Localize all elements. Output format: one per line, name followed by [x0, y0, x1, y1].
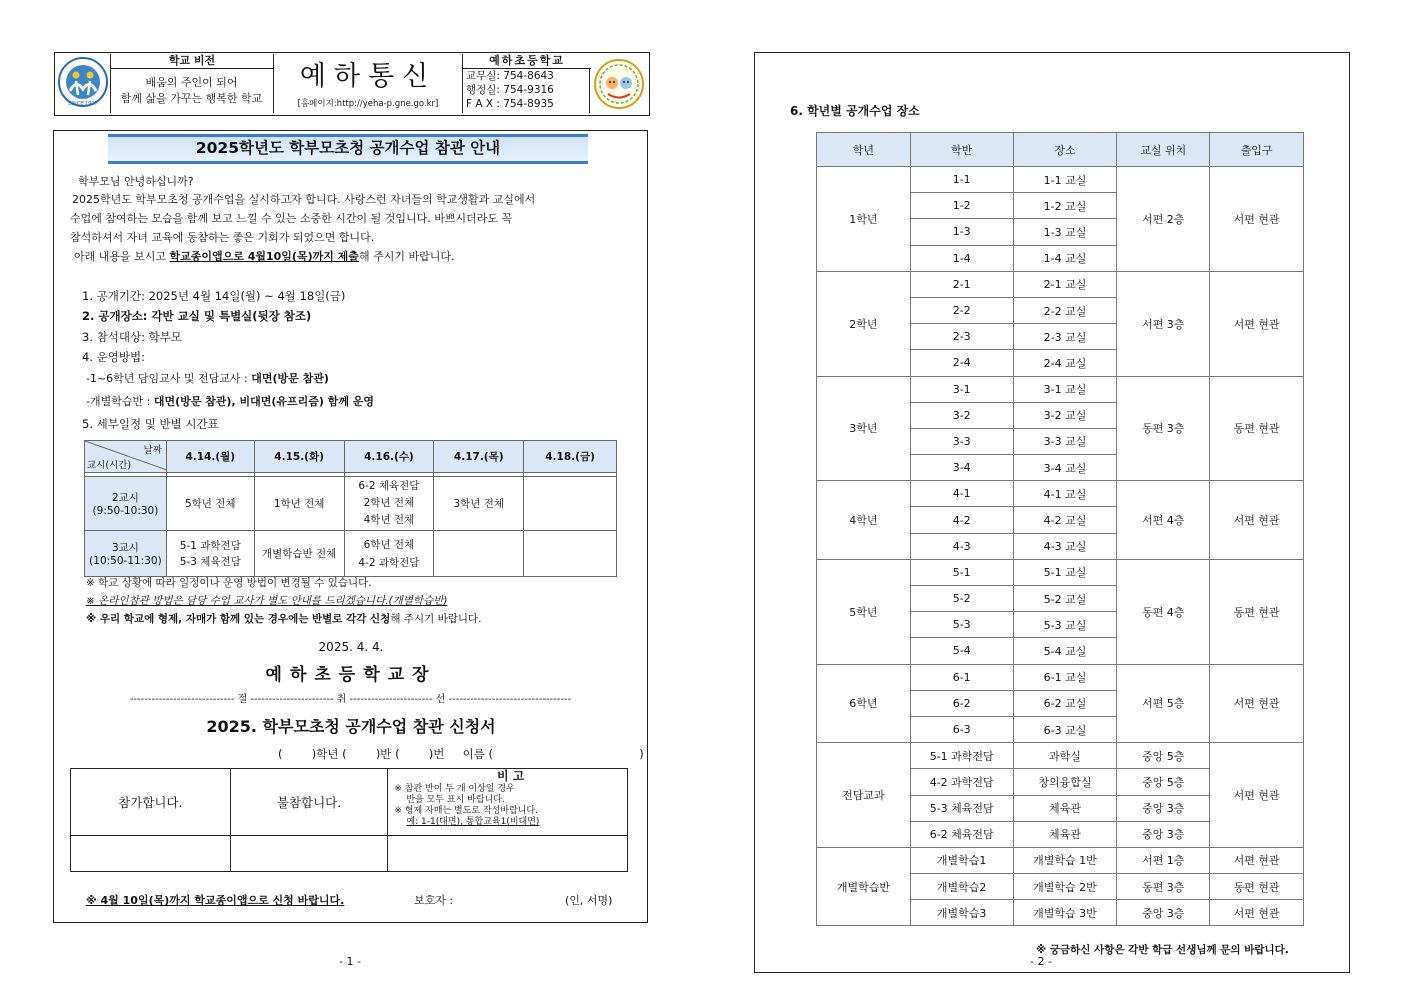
floor-cell: 서편 1층: [1117, 847, 1210, 873]
school-logo: [56, 55, 110, 113]
room-cell: 3-4 교실: [1013, 455, 1117, 481]
room-cell: 6-3 교실: [1013, 716, 1117, 742]
class-cell: 5-4: [910, 638, 1013, 664]
form-student-fields[interactable]: ( )학년 ( )반 ( )번 이름 ( ): [278, 747, 644, 761]
floor-cell: 동편 3층: [1117, 376, 1210, 481]
remark-line: ※ 참관 반이 두 개 이상일 경우: [394, 784, 515, 794]
grade-cell: 4학년: [817, 481, 911, 560]
room-cell: 5-1 교실: [1013, 559, 1117, 585]
location-row: [817, 743, 1304, 769]
entrance-cell: 서편 현관: [1210, 743, 1304, 848]
note-siblings: [86, 610, 482, 629]
entrance-cell: 동편 현관: [1210, 559, 1304, 664]
item-method-homeroom: [86, 370, 329, 389]
issue-date: 2025. 4. 4.: [318, 640, 384, 654]
schedule-cell: [254, 531, 344, 577]
corner-period-label: 교시(시간): [87, 460, 132, 471]
room-cell: 5-4 교실: [1013, 638, 1117, 664]
class-cell: 4-3: [910, 533, 1013, 559]
item-schedule: 5. 세부일정 및 반별 시간표: [82, 417, 219, 431]
grade-cell: 1학년: [817, 167, 911, 272]
class-entry: 6학년 전체: [363, 538, 415, 551]
room-cell: 3-2 교실: [1013, 402, 1117, 428]
method-value: 대면(방문 참관), 비대면(유프리즘) 함께 운영: [153, 395, 375, 408]
room-cell: 1-1 교실: [1013, 167, 1117, 193]
class-entry: 6-2 체육전담: [358, 480, 420, 492]
note-siblings-emphasis: 반별로 각각 신청: [312, 613, 391, 625]
schedule-table: [84, 440, 617, 577]
floor-cell: 중앙 3층: [1117, 900, 1210, 926]
class-cell: 2-4: [910, 350, 1013, 376]
entrance-cell: 서편 현관: [1210, 271, 1304, 376]
class-cell: 1-3: [910, 219, 1013, 245]
class-cell: 개별학습2: [910, 874, 1013, 900]
location-row: [817, 376, 1304, 402]
grade-cell: 3학년: [817, 376, 911, 481]
class-cell: 3-4: [910, 455, 1013, 481]
method-label: -1~6학년 담임교사 및 전담교사 :: [86, 372, 252, 385]
class-entry: 3학년 전체: [453, 498, 505, 510]
item-target: 3. 참석대상: 학부모: [82, 330, 182, 344]
class-cell: 6-1: [910, 664, 1013, 690]
class-cell: 1-4: [910, 245, 1013, 271]
guardian-label: 보호자 :: [414, 894, 454, 907]
vision-heading: 학교 비전: [110, 54, 273, 69]
class-entry: 2학년 전체: [363, 497, 415, 509]
class-cell: 1-1: [910, 167, 1013, 193]
newsletter-title: 예하통신: [273, 54, 462, 98]
class-cell: 2-2: [910, 297, 1013, 323]
note-siblings-post: 해 주시기 바랍니다.: [390, 613, 482, 625]
inquiry-note: ※ 궁금하신 사항은 각반 학급 선생님께 문의 바랍니다.: [1036, 944, 1289, 956]
method-label: -개별학습반 :: [86, 395, 154, 408]
phone-line: F A X : 754-8935: [466, 98, 554, 110]
location-header-row: [817, 133, 1304, 167]
column-header: 교실 위치: [1117, 133, 1210, 167]
class-cell: 2-3: [910, 324, 1013, 350]
location-heading: 6. 학년별 공개수업 장소: [790, 104, 920, 118]
date-header: 4.15.(화): [254, 441, 344, 473]
school-name: 예하초등학교: [462, 54, 591, 69]
grade-cell: 개별학습반: [817, 847, 911, 926]
schedule-corner-cell: [85, 441, 167, 473]
class-entry: 개별학습반 전체: [261, 548, 337, 560]
schedule-header-row: [85, 441, 617, 473]
column-header: 장소: [1013, 133, 1117, 167]
schedule-cell: [344, 477, 434, 531]
period-time: (10:50-11:30): [89, 555, 162, 567]
date-header: 4.16.(수): [344, 441, 434, 473]
intro-line: 참석하셔서 자녀 교육에 동참하는 좋은 기회가 되었으면 합니다.: [70, 231, 375, 244]
schedule-row: [85, 531, 617, 577]
attend-check-cell[interactable]: [71, 836, 231, 872]
column-header: 출입구: [1210, 133, 1304, 167]
phone-line: 교무실: 754-8643: [466, 70, 554, 82]
class-entry: 5-3 체육전담: [179, 555, 241, 568]
grade-cell: 6학년: [817, 664, 911, 743]
room-cell: 6-2 교실: [1013, 690, 1117, 716]
room-cell: 2-3 교실: [1013, 324, 1117, 350]
vision-line: 배움의 주인이 되어: [145, 76, 238, 89]
remark-line: 예: 1-1(대면), 통합교육1(비대면): [406, 817, 540, 827]
location-table: [816, 132, 1304, 926]
period-time: (9:50-10:30): [92, 505, 159, 517]
room-cell: 과학실: [1013, 743, 1117, 769]
floor-cell: 동편 3층: [1117, 874, 1210, 900]
deadline-pre: 아래 내용을 보시고: [74, 250, 170, 263]
column-header: 학반: [910, 133, 1013, 167]
notice-title: 2025학년도 학부모초청 공개수업 참관 안내: [108, 134, 588, 164]
principal-signature: 예하초등학교장: [265, 665, 437, 685]
school-mascot-logo: [592, 57, 646, 111]
location-row: [817, 664, 1304, 690]
class-entry: 4-2 과학전담: [358, 556, 420, 569]
room-cell: 5-2 교실: [1013, 586, 1117, 612]
room-cell: 개별학습 3반: [1013, 900, 1117, 926]
schedule-cell: [344, 531, 434, 577]
floor-cell: 중앙 5층: [1117, 743, 1210, 769]
class-cell: 3-2: [910, 402, 1013, 428]
grade-cell: 2학년: [817, 271, 911, 376]
attend-option[interactable]: 참가합니다.: [71, 769, 231, 836]
location-row: [817, 271, 1304, 297]
remark-line: ※ 형제 자매는 별도로 작성바랍니다.: [394, 806, 538, 816]
entrance-cell: 서편 현관: [1210, 481, 1304, 560]
column-header: 학년: [817, 133, 911, 167]
phone-line: 행정실: 754-9316: [466, 84, 554, 96]
class-cell: 개별학습3: [910, 900, 1013, 926]
floor-cell: 서편 2층: [1117, 167, 1210, 272]
schedule-cell: [524, 531, 617, 577]
location-row: [817, 481, 1304, 507]
room-cell: 2-1 교실: [1013, 271, 1117, 297]
class-cell: 6-2 체육전담: [910, 821, 1013, 847]
absent-check-cell[interactable]: [230, 836, 388, 872]
remarks-heading: 비 고: [497, 769, 525, 783]
deadline-footer: ※ 4월 10일(목)까지 학교종이앱으로 신청 바랍니다.: [86, 894, 345, 907]
application-table: [70, 768, 628, 872]
room-cell: 체육관: [1013, 821, 1117, 847]
deadline-post: 해 주시기 바랍니다.: [358, 250, 455, 263]
class-cell: 1-2: [910, 193, 1013, 219]
class-cell: 개별학습1: [910, 847, 1013, 873]
class-cell: 4-1: [910, 481, 1013, 507]
floor-cell: 서편 4층: [1117, 481, 1210, 560]
floor-cell: 중앙 3층: [1117, 795, 1210, 821]
form-title: 2025. 학부모초청 공개수업 참관 신청서: [206, 717, 496, 736]
room-cell: 2-2 교실: [1013, 297, 1117, 323]
date-header: 4.18.(금): [524, 441, 617, 473]
class-cell: 5-2: [910, 586, 1013, 612]
room-cell: 개별학습 1반: [1013, 847, 1117, 873]
corner-date-label: 날짜: [143, 445, 162, 456]
grade-cell: 전담교과: [817, 743, 911, 848]
floor-cell: 중앙 3층: [1117, 821, 1210, 847]
location-row: [817, 167, 1304, 193]
period-cell: [85, 531, 167, 577]
room-cell: 4-1 교실: [1013, 481, 1117, 507]
signature-label: (인, 서명): [565, 894, 613, 907]
room-cell: 1-4 교실: [1013, 245, 1117, 271]
cut-line: ----------------------------- 절 ----------------------- 취 ----------------------- 선 ----------------------------------: [129, 694, 572, 705]
entrance-cell: 동편 현관: [1210, 874, 1304, 900]
room-cell: 개별학습 2반: [1013, 874, 1117, 900]
grade-cell: 5학년: [817, 559, 911, 664]
class-entry: 4학년 전체: [363, 514, 415, 526]
entrance-cell: 서편 현관: [1210, 167, 1304, 272]
intro-deadline-line: [74, 248, 454, 267]
class-cell: 4-2 과학전담: [910, 769, 1013, 795]
room-cell: 4-2 교실: [1013, 507, 1117, 533]
period-label: 2교시: [111, 492, 139, 504]
date-header: 4.17.(목): [434, 441, 524, 473]
class-cell: 4-2: [910, 507, 1013, 533]
entrance-cell: 서편 현관: [1210, 900, 1304, 926]
schedule-cell: [254, 477, 344, 531]
deadline-emphasis: 학교종이앱으로 4월10일(목)까지 제출: [169, 250, 359, 263]
item-method: 4. 운영방법:: [82, 350, 145, 364]
absent-option[interactable]: 불참합니다.: [230, 769, 388, 836]
schedule-cell: [434, 477, 524, 531]
room-cell: 1-3 교실: [1013, 219, 1117, 245]
contact-numbers: [462, 69, 590, 113]
item-period: 1. 공개기간: 2025년 4월 14일(월) ~ 4월 18일(금): [82, 289, 346, 303]
page-number: - 2 -: [1030, 955, 1052, 968]
class-cell: 3-1: [910, 376, 1013, 402]
item-method-individual: [86, 393, 374, 412]
period-label: 3교시: [111, 542, 139, 554]
room-cell: 4-3 교실: [1013, 533, 1117, 559]
period-cell: [85, 477, 167, 531]
remarks-input-cell[interactable]: [388, 836, 628, 872]
schedule-cell: [434, 531, 524, 577]
remarks-cell: [388, 769, 628, 836]
intro-line: 수업에 참여하는 모습을 함께 보고 느낄 수 있는 소중한 시간이 될 것입니다. 바쁘시더라도 꼭: [70, 212, 513, 225]
floor-cell: 동편 4층: [1117, 559, 1210, 664]
page-number: - 1 -: [339, 955, 361, 968]
date-header: 4.14.(월): [166, 441, 254, 473]
class-cell: 6-2: [910, 690, 1013, 716]
room-cell: 체육관: [1013, 795, 1117, 821]
greeting: 학부모님 안녕하십니까?: [78, 175, 194, 188]
class-entry: 5-1 과학전담: [179, 539, 241, 552]
note-change: ※ 학교 상황에 따라 일정이나 운영 방법이 변경될 수 있습니다.: [86, 577, 372, 589]
class-cell: 5-3: [910, 612, 1013, 638]
entrance-cell: 서편 현관: [1210, 847, 1304, 873]
homepage-url[interactable]: [홈페이지:http://yeha-p.gne.go.kr]: [273, 96, 462, 113]
room-cell: 1-2 교실: [1013, 193, 1117, 219]
schedule-cell: [166, 477, 254, 531]
method-value: 대면(방문 참관): [251, 372, 329, 385]
item-location: 2. 공개장소: 각반 교실 및 특별실(뒷장 참조): [82, 309, 312, 323]
class-cell: 3-3: [910, 428, 1013, 454]
svg-text:SINCE 1997: SINCE 1997: [68, 101, 98, 107]
floor-cell: 서편 3층: [1117, 271, 1210, 376]
location-row: [817, 559, 1304, 585]
class-cell: 5-1: [910, 559, 1013, 585]
class-entry: 1학년 전체: [273, 498, 325, 510]
room-cell: 2-4 교실: [1013, 350, 1117, 376]
intro-line: 2025학년도 학부모초청 공개수업을 실시하고자 합니다. 사랑스런 자녀들의 학교생활과 교실에서: [72, 193, 536, 206]
note-siblings-pre: ※ 우리 학교에 형제, 자매가 함께 있는 경우에는: [86, 613, 313, 625]
room-cell: 3-1 교실: [1013, 376, 1117, 402]
class-cell: 6-3: [910, 716, 1013, 742]
schedule-row: [85, 477, 617, 531]
vision-statement: [110, 69, 272, 113]
entrance-cell: 서편 현관: [1210, 664, 1304, 743]
class-entry: 5학년 전체: [184, 498, 236, 510]
room-cell: 5-3 교실: [1013, 612, 1117, 638]
vision-line: 함께 삶을 가꾸는 행복한 학교: [120, 92, 263, 105]
floor-cell: 중앙 5층: [1117, 769, 1210, 795]
schedule-cell: [524, 477, 617, 531]
room-cell: 6-1 교실: [1013, 664, 1117, 690]
class-cell: 2-1: [910, 271, 1013, 297]
floor-cell: 서편 5층: [1117, 664, 1210, 743]
remark-line: 반을 모두 표시 바랍니다.: [406, 795, 505, 805]
class-cell: 5-1 과학전담: [910, 743, 1013, 769]
schedule-cell: [166, 531, 254, 577]
class-cell: 5-3 체육전담: [910, 795, 1013, 821]
location-row: [817, 847, 1304, 873]
entrance-cell: 동편 현관: [1210, 376, 1304, 481]
room-cell: 창의융합실: [1013, 769, 1117, 795]
note-online: ※ 온라인참관 방법은 담당 수업 교사가 별도 안내를 드리겠습니다.(개별학습반): [86, 595, 448, 607]
room-cell: 3-3 교실: [1013, 428, 1117, 454]
